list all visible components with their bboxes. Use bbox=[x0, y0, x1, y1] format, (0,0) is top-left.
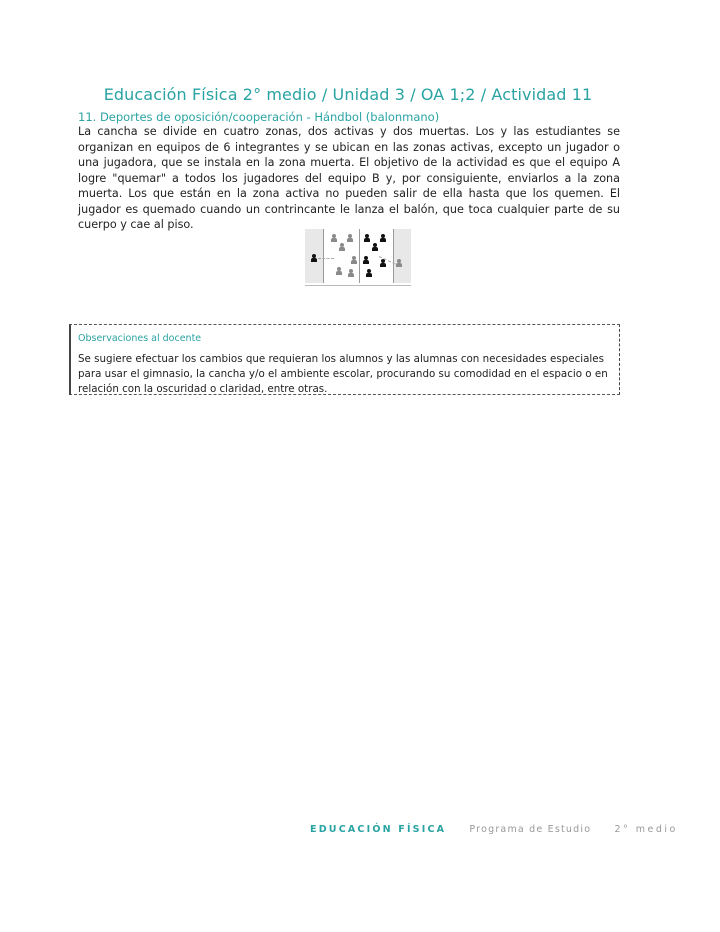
footer-subject: EDUCACIÓN FÍSICA bbox=[310, 824, 447, 835]
player-icon bbox=[347, 234, 353, 242]
player-icon bbox=[366, 269, 372, 277]
activity-heading: 11. Deportes de oposición/cooperación - Hándbol (balonmano) bbox=[78, 110, 440, 124]
player-icon bbox=[331, 234, 337, 242]
page-title: Educación Física 2° medio / Unidad 3 / OA 1;2 / Actividad 11 bbox=[103, 85, 593, 104]
court-diagram bbox=[305, 229, 411, 287]
zone-divider bbox=[323, 229, 324, 283]
page-footer bbox=[310, 824, 678, 835]
diagram-caption bbox=[305, 285, 411, 286]
zone-divider bbox=[393, 229, 394, 283]
activity-description: La cancha se divide en cuatro zonas, dos activas y dos muertas. Los y las estudiantes se organizan en equipos de 6 integrantes y se ubican en las zonas activas, excepto un jugador o una jugadora, que se instala en la zona muerta. El objetivo de la actividad es que el equipo A logre "quemar" a todos los jugadores del equipo B y, por consiguiente, enviarlos a la zona muerta. Los que están en la zona activa no pueden salir de ella hasta que los quemen. El jugador es quemado cuando un contrincante le lanza el balón, que toca cualquier parte de su cuerpo y cae al piso. bbox=[78, 125, 620, 231]
teacher-observations-box bbox=[69, 324, 620, 395]
player-icon bbox=[380, 234, 386, 242]
player-icon bbox=[396, 259, 402, 267]
footer-grade: 2° medio bbox=[614, 824, 678, 835]
player-icon bbox=[372, 243, 378, 251]
player-icon bbox=[336, 267, 342, 275]
player-icon bbox=[364, 234, 370, 242]
player-icon bbox=[348, 269, 354, 277]
player-icon bbox=[351, 256, 357, 264]
observations-title: Observaciones al docente bbox=[78, 333, 202, 344]
pass-line bbox=[318, 258, 334, 259]
player-icon bbox=[363, 256, 369, 264]
player-icon bbox=[311, 254, 317, 262]
dead-zone-right bbox=[393, 229, 411, 283]
player-icon bbox=[339, 243, 345, 251]
center-line bbox=[359, 229, 360, 283]
observations-text: Se sugiere efectuar los cambios que requieran los alumnos y las alumnas con necesidades especiales para usar el gimnasio, la cancha y/o el ambiente escolar, procurando su comodidad en el espacio o en relación con la oscuridad o claridad, entre otras. bbox=[78, 353, 608, 395]
footer-program: Programa de Estudio bbox=[469, 824, 592, 835]
